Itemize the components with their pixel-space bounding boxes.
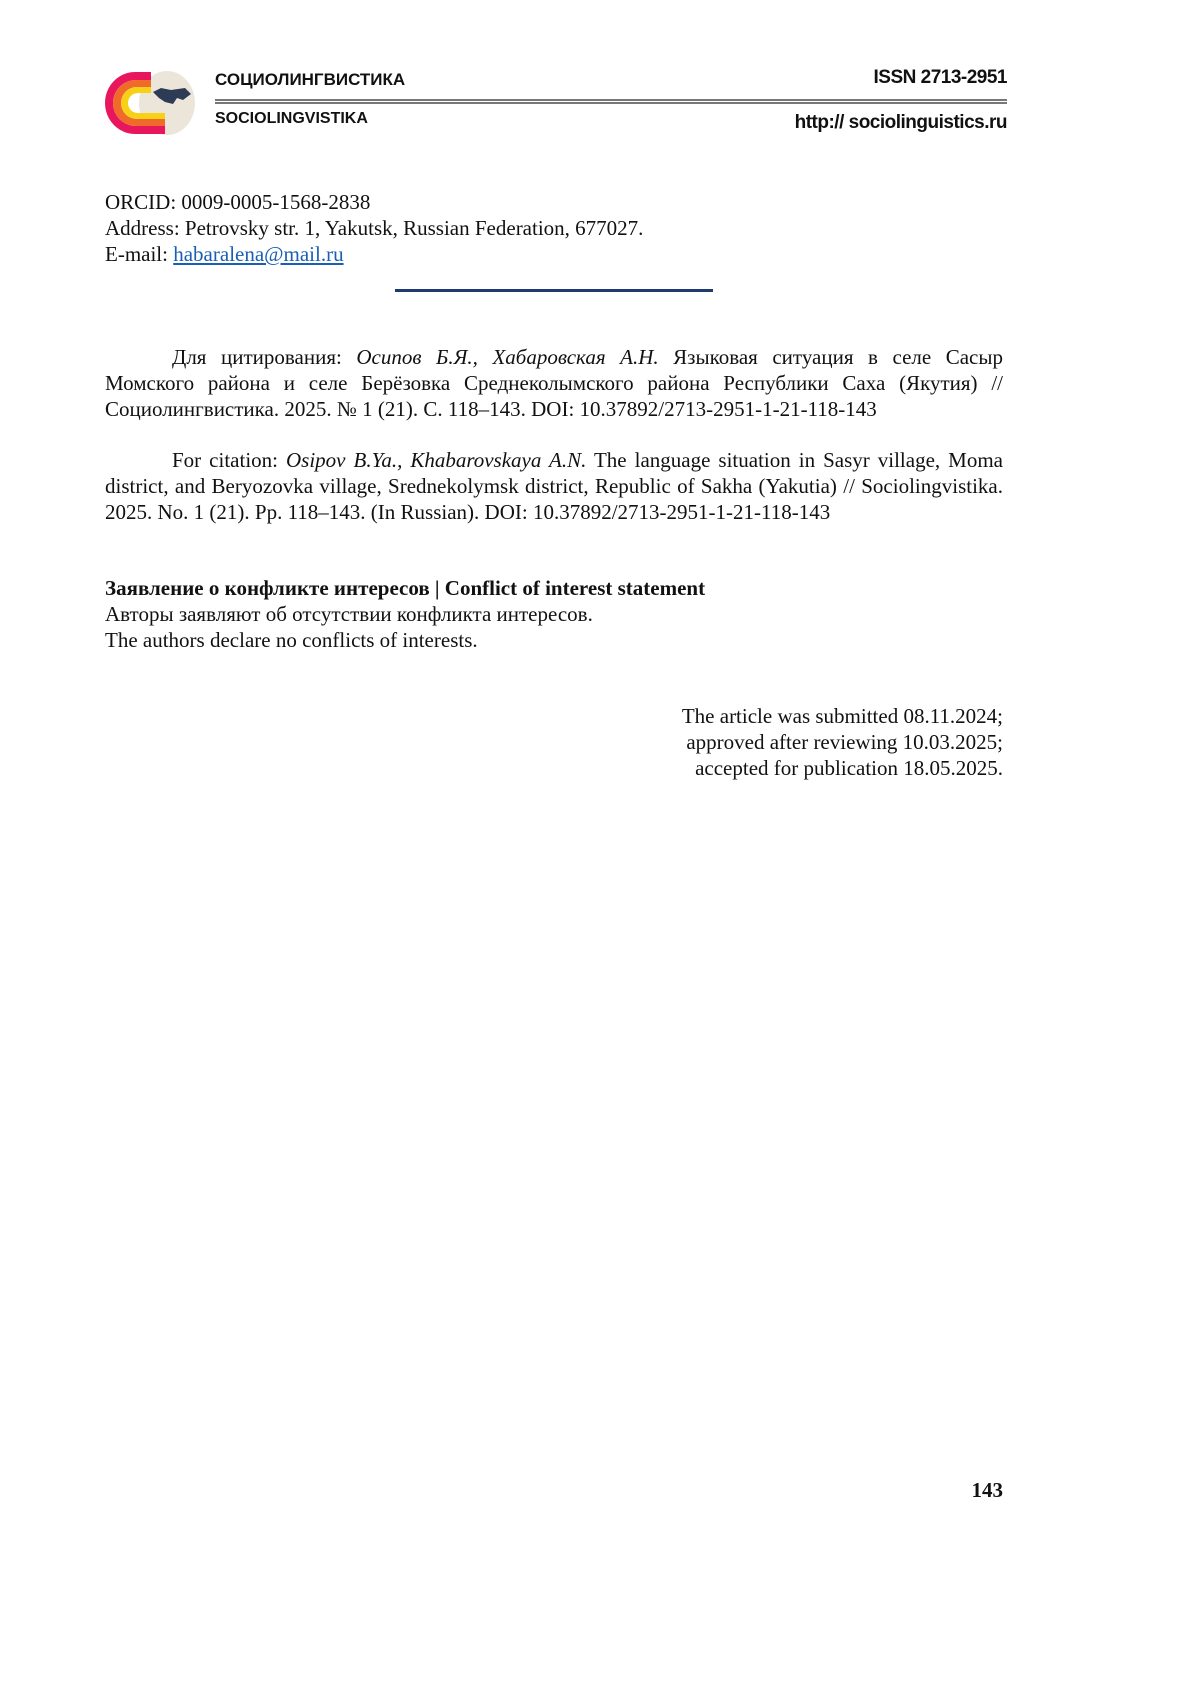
article-dates — [682, 703, 1003, 781]
journal-url[interactable]: http:// sociolinguistics.ru — [794, 112, 1007, 133]
conflict-statement — [105, 575, 705, 653]
conflict-heading: Заявление о конфликте интересов | Conflict of interest statement — [105, 576, 706, 600]
email-line — [105, 241, 643, 267]
conflict-ru: Авторы заявляют об отсутствии конфликта интересов. — [105, 602, 593, 626]
email-link[interactable]: habaralena@mail.ru — [173, 242, 344, 266]
date-approved: approved after reviewing 10.03.2025; — [686, 730, 1003, 754]
citation-ru-text: Языковая ситуация в селе Сасыр Момского района и селе Берёзовка Среднеколымского района Республики Саха (Якутия) // Социолингвистика. 2025. № 1 (21). С. 118–143. DOI: 10.37892/2713-2951-1-21-118-143 — [105, 345, 1003, 421]
citation-en-text: The language situation in Sasyr village, Moma district, and Beryozovka village, Srednekolymsk district, Republic of Sakha (Yakutia) // Sociolingvistika. 2025. No. 1 (21). Pp. 118–143. (In Russian). DOI: 10.37892/2713-2951-1-21-118-143 — [105, 448, 1003, 524]
issn: ISSN 2713-2951 — [873, 67, 1007, 88]
citation-ru-authors: Осипов Б.Я., Хабаровская А.Н. — [356, 345, 659, 369]
address: Address: Petrovsky str. 1, Yakutsk, Russian Federation, 677027. — [105, 216, 644, 240]
citation-en-authors: Osipov B.Ya., Khabarovskaya A.N. — [286, 448, 587, 472]
journal-title-en: SOCIOLINGVISTIKA — [215, 110, 368, 127]
citation-en — [105, 447, 1003, 525]
email-label: E-mail: — [105, 242, 174, 266]
author-info — [105, 189, 643, 267]
header-rule — [215, 99, 1007, 104]
orcid: ORCID: 0009-0005-1568-2838 — [105, 190, 371, 214]
citation-en-label: For citation: — [172, 448, 286, 472]
section-divider — [395, 289, 713, 292]
citation-ru-label: Для цитирования: — [172, 345, 357, 369]
conflict-en: The authors declare no conflicts of interests. — [105, 628, 478, 652]
journal-title-ru: СОЦИОЛИНГВИСТИКА — [215, 70, 406, 89]
date-submitted: The article was submitted 08.11.2024; — [681, 704, 1003, 728]
journal-logo — [105, 70, 195, 136]
page-number: 143 — [971, 1478, 1003, 1502]
citation-ru — [105, 344, 1003, 422]
date-accepted: accepted for publication 18.05.2025. — [695, 756, 1003, 780]
